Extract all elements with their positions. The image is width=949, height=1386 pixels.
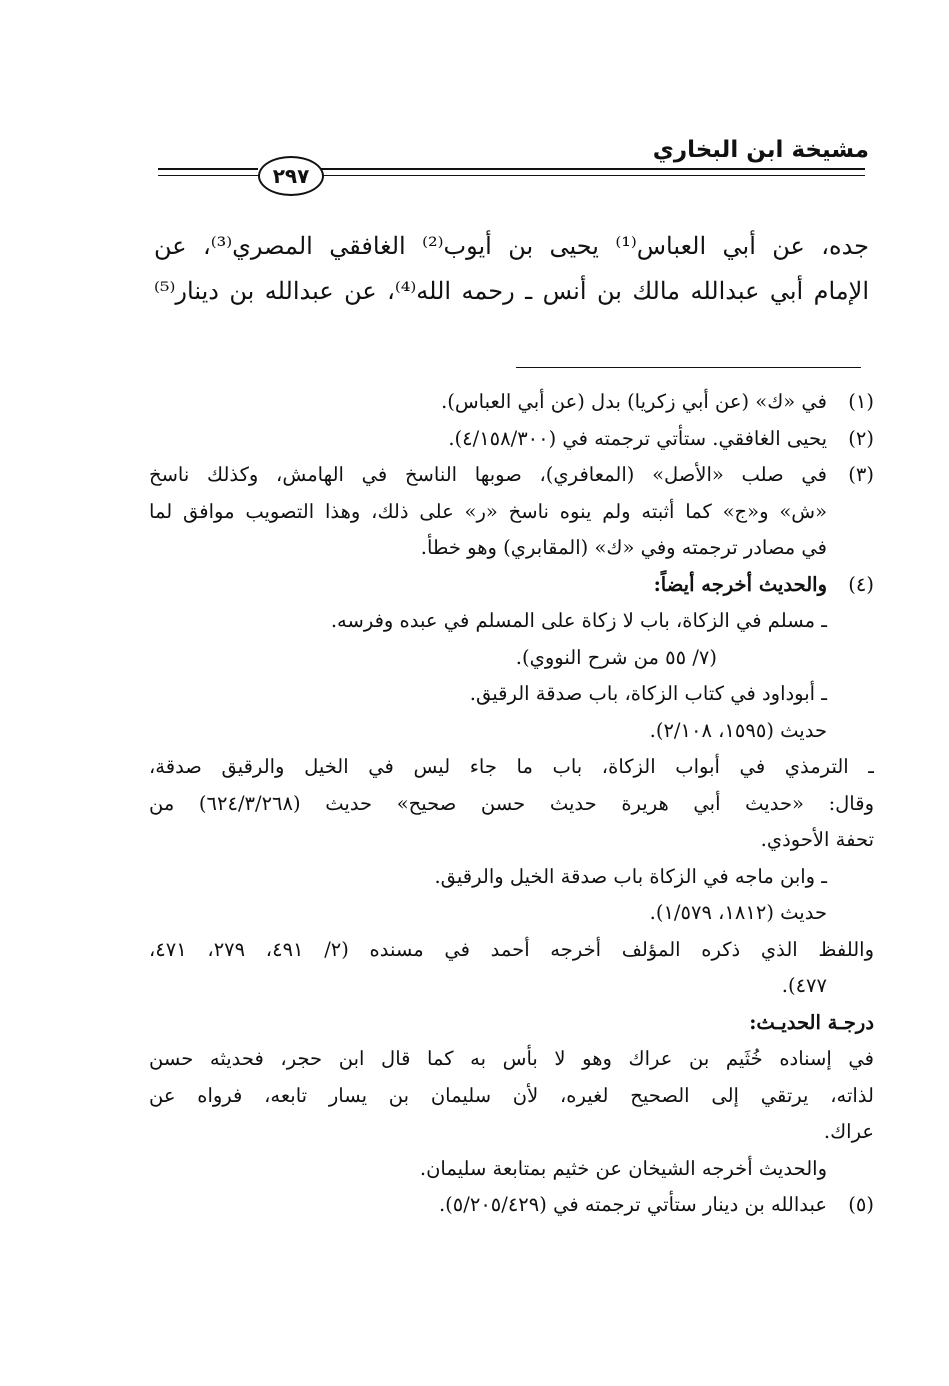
footnote-3: [149, 457, 874, 567]
rule-left-thick: [158, 168, 258, 170]
footnote-heading: والحديث أخرجه أيضاً:: [653, 572, 827, 596]
footnote-line: في مصادر ترجمته وفي «ك» (المقابري) وهو خطأ.: [420, 536, 827, 559]
rule-right-thin: [320, 175, 865, 176]
footnote-number: (٥): [848, 1193, 874, 1216]
footnote-line: يحيى الغافقي. ستأتي ترجمته في (٤/١٥٨/٣٠٠).: [448, 426, 827, 450]
source-tirmidhi: ـ الترمذي في أبواب الزكاة، باب ما جاء ليس في الخيل والرقيق صدقة،: [149, 755, 874, 778]
main-line: الإمام أبي عبدالله مالك بن أنس ـ رحمه الله⁽⁴⁾، عن عبدالله بن دينار⁽⁵⁾: [154, 277, 869, 305]
source-abudawud: ـ أبوداود في كتاب الزكاة، باب صدقة الرقيق.: [469, 682, 827, 705]
running-title: مشيخة ابن البخاري: [652, 137, 869, 163]
footnote-number: (٤): [848, 572, 874, 596]
footnote-line: في «ك» (عن أبي زكريا) بدل (عن أبي العباس).: [441, 390, 827, 413]
main-line: جده، عن أبي العباس⁽¹⁾ يحيى بن أيوب⁽²⁾ الغافقي المصري⁽³⁾، عن: [154, 232, 869, 260]
footnote-2: [149, 421, 874, 458]
source-ahmad: واللفظ الذي ذكره المؤلف أخرجه أحمد في مسنده (٢/ ٤٩١، ٢٧٩، ٤٧١،: [149, 937, 874, 961]
footnote-line: عبدالله بن دينار ستأتي ترجمته في (٥/٢٠٥/٤٢٩).: [438, 1193, 827, 1216]
footnote-number: (٢): [848, 426, 874, 450]
source-tirmidhi: وقال: «حديث أبي هريرة حديث حسن صحيح» حديث (٦٢٤/٣/٢٦٨) من: [149, 791, 874, 815]
footnote-separator: [516, 367, 861, 368]
header-rule: [0, 168, 949, 188]
footnote-1: [149, 384, 874, 421]
footnotes: [149, 384, 874, 1224]
footnote-line: «ش» و«ج» كما أثبته ولم ينوه ناسخ «ر» على ذلك، وهذا التصويب موافق لما: [149, 499, 827, 523]
source-tirmidhi: تحفة الأحوذي.: [760, 828, 874, 851]
grade-text: لذاته، يرتقي إلى الصحيح لغيره، لأن سليمان بن يسار تابعه، فرواه عن: [149, 1083, 874, 1107]
source-ahmad: ٤٧٧).: [781, 974, 827, 997]
main-text: [154, 224, 869, 314]
source-abudawud-ref: حديث (١٥٩٥، ٢/١٠٨).: [649, 718, 827, 742]
footnote-number: (٣): [848, 463, 874, 486]
page-number: ٢٩٧: [258, 156, 324, 196]
shaykhan-note: والحديث أخرجه الشيخان عن خثيم بمتابعة سليمان.: [419, 1156, 827, 1180]
grade-text: في إسناده خُثَيم بن عراك وهو لا بأس به كما قال ابن حجر، فحديثه حسن: [149, 1047, 874, 1070]
footnote-5: [149, 1187, 874, 1224]
source-muslim-ref: (٧/ ٥٥ من شرح النووي).: [515, 645, 717, 669]
grade-text: عراك.: [823, 1120, 874, 1143]
footnote-number: (١): [848, 390, 874, 413]
footnote-line: في صلب «الأصل» (المعافري)، صوبها الناسخ في الهامش، وكذلك ناسخ: [149, 463, 827, 486]
rule-right-thick: [320, 168, 865, 170]
rule-left-thin: [158, 175, 258, 176]
source-ibnmajah: ـ وابن ماجه في الزكاة باب صدقة الخيل والرقيق.: [434, 864, 827, 888]
footnote-4: [149, 567, 874, 1188]
source-muslim: ـ مسلم في الزكاة، باب لا زكاة على المسلم في عبده وفرسه.: [330, 609, 827, 632]
source-ibnmajah-ref: حديث (١٨١٢، ١/٥٧٩).: [649, 901, 827, 924]
grade-heading: درجـة الحديـث:: [749, 1010, 874, 1034]
